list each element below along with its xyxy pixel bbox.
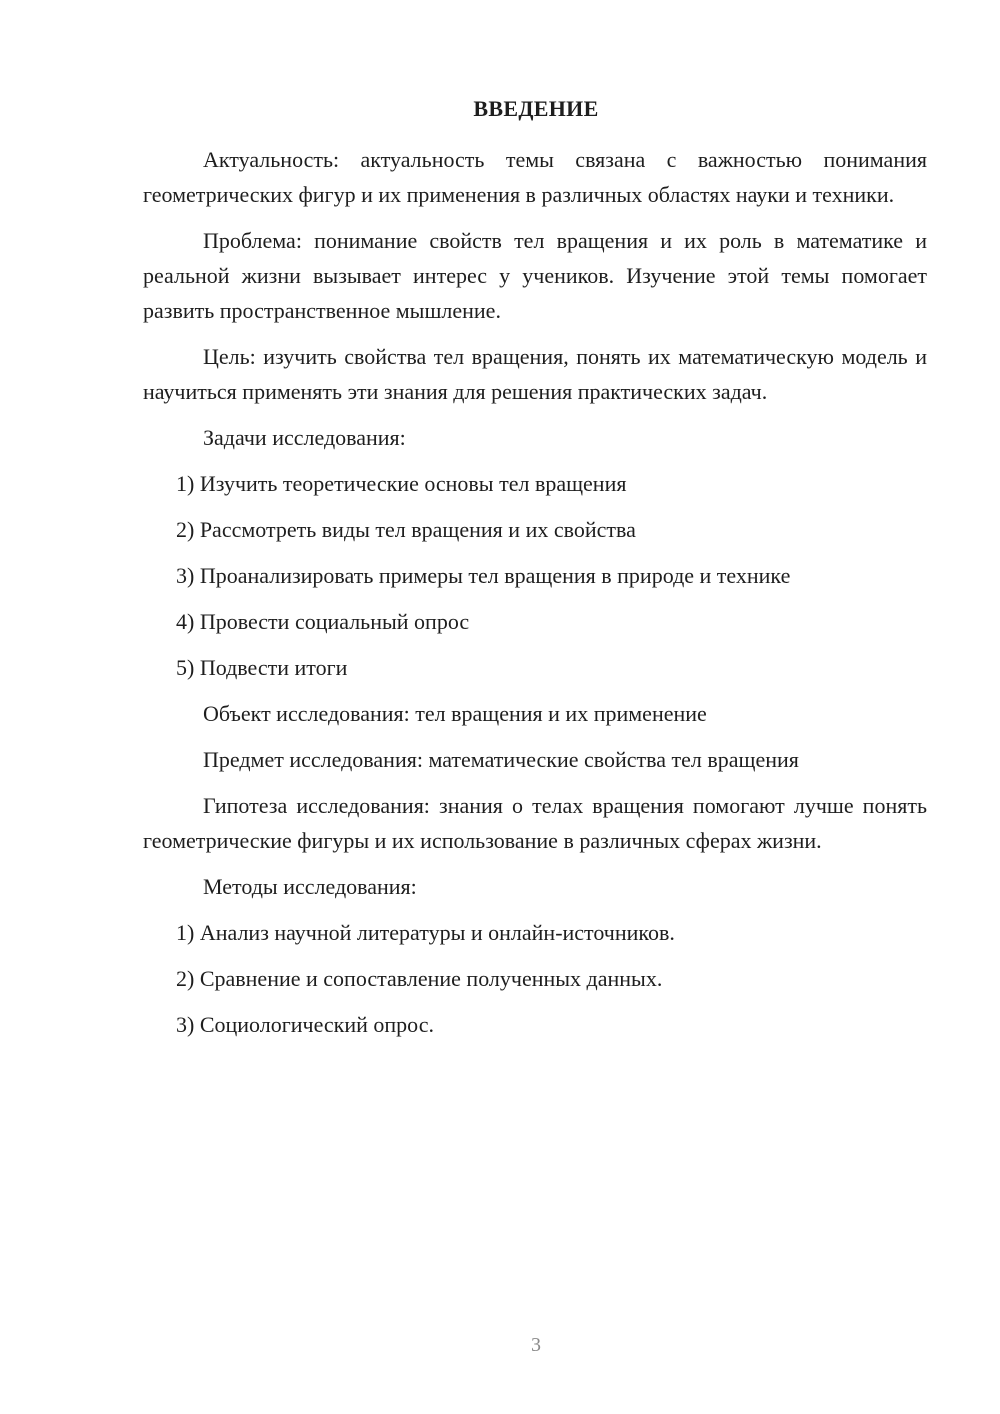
page-number: 3 [531, 1334, 541, 1356]
relevance-paragraph: Актуальность: актуальность темы связана с важностью понимания геометрических фигур и их применения в различных областях науки и техники. [143, 147, 927, 207]
task-item: 1) Изучить теоретические основы тел вращения [176, 471, 627, 496]
research-object: Объект исследования: тел вращения и их применение [203, 701, 707, 726]
method-item: 1) Анализ научной литературы и онлайн-источников. [176, 920, 675, 945]
goal-paragraph: Цель: изучить свойства тел вращения, понять их математическую модель и научиться применять эти знания для решения практических задач. [143, 344, 927, 404]
task-item: 3) Проанализировать примеры тел вращения в природе и технике [176, 563, 791, 588]
method-item: 2) Сравнение и сопоставление полученных данных. [176, 966, 663, 991]
methods-heading: Методы исследования: [203, 874, 417, 899]
problem-paragraph: Проблема: понимание свойств тел вращения и их роль в математике и реальной жизни вызывает интерес у учеников. Изучение этой темы помогает развить пространственное мышление. [143, 228, 927, 323]
hypothesis-paragraph: Гипотеза исследования: знания о телах вращения помогают лучше понять геометрические фигуры и их использование в различных сферах жизни. [143, 793, 927, 853]
page-title: ВВЕДЕНИЕ [473, 96, 599, 121]
tasks-heading: Задачи исследования: [203, 425, 406, 450]
document-body [143, 142, 927, 1053]
research-subject: Предмет исследования: математические свойства тел вращения [203, 747, 799, 772]
task-item: 5) Подвести итоги [176, 655, 348, 680]
method-item: 3) Социологический опрос. [176, 1012, 434, 1037]
task-item: 2) Рассмотреть виды тел вращения и их свойства [176, 517, 636, 542]
task-item: 4) Провести социальный опрос [176, 609, 470, 634]
